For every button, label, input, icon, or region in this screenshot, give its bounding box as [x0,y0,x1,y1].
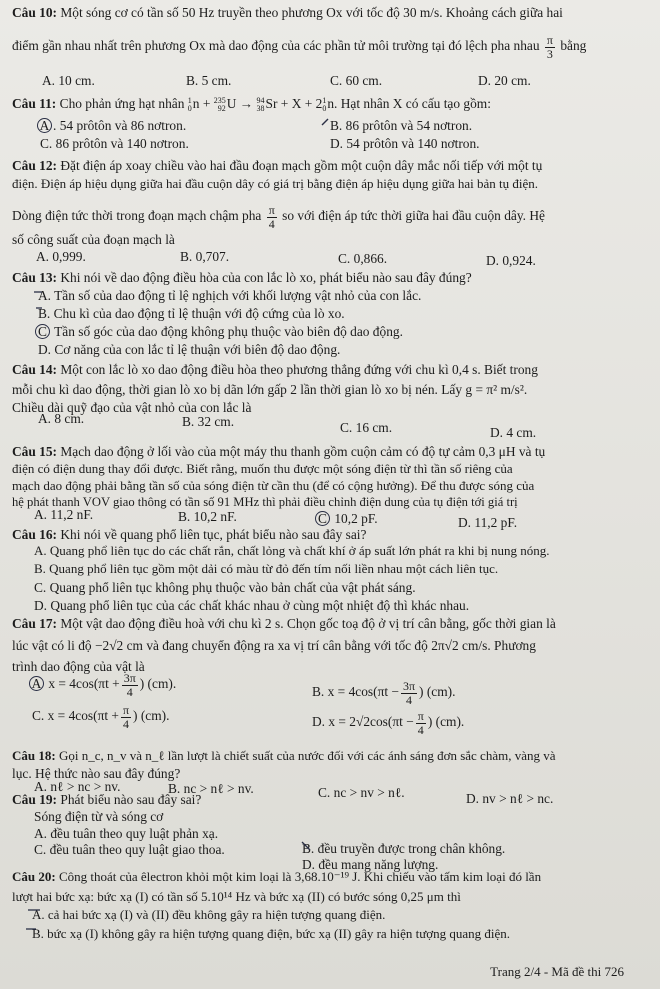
q16-option-c: C. Quang phổ liên tục không phụ thuộc vào bản chất của vật phát sáng. [34,580,416,595]
q10-text: Một sóng cơ có tần số 50 Hz truyền theo phương Ox với tốc độ 30 m/s. Khoảng cách giữa hai [60,5,563,20]
q17-option-b: B. x = 4cos(πt − $\frac{3\pi}{4}$ ) (cm). [312,679,456,707]
q18-option-c: C. nc > nv > nℓ. [318,785,405,800]
q15-line2: điện có điện dung thay đổi được. Biết rằng, muốn thu được một sóng điện từ thì tần số riêng của [12,461,513,476]
q15-option-b: B. 10,2 nF. [178,509,237,524]
q16-option-a: A. Quang phổ liên tục do các chất rắn, chất lỏng và chất khí ở áp suất lớn phát ra khi bị nung nóng. [34,543,550,558]
q17-head: Câu 17: [12,616,58,631]
q17-option-c: C. x = 4cos(πt + $\frac{\pi}{4}$ ) (cm). [32,703,170,731]
q15-option-c: C 10,2 pF. [318,510,378,527]
q10-option-c: C. 60 cm. [330,73,383,88]
q18-option-a: A. nℓ > nc > nv. [34,779,121,794]
q16-head: Câu 16: [12,527,58,542]
q14-option-c: C. 16 cm. [340,420,393,435]
q13-head: Câu 13: [12,270,58,285]
q13-option-a: A. Tần số của dao động tỉ lệ nghịch với khối lượng vật nhỏ của con lắc. [38,288,422,303]
q14-head: Câu 14: [12,362,58,377]
q10-fraction: $\frac{\pi}{3}$ [546,33,553,61]
q17-option-d: D. x = 2√2cos(πt − $\frac{\pi}{4}$ ) (cm). [312,709,465,737]
q16-option-b: B. Quang phổ liên tục gồm một dải có màu từ đỏ đến tím nối liền nhau một cách liên tục. [34,561,499,576]
nuclide-n: 1 0 [187,95,192,113]
answer-circle-mark: C [315,511,330,526]
q13-option-b: B. Chu kì của dao động tỉ lệ thuận với độ cứng của lò xo. [38,306,345,321]
answer-circle-mark: C [35,324,50,339]
q14-option-b: B. 32 cm. [182,414,235,429]
q15-head: Câu 15: [12,444,58,459]
q10-option-d: D. 20 cm. [478,73,531,88]
q14-option-d: D. 4 cm. [490,425,537,440]
q11-line1: Câu 11: Cho phản ứng hạt nhân 1 0 n + 235 92 U → 94 38 Sr + X + 2 1 0 n. Hạt nhân X có cấu tạo gồm: [12,95,491,113]
q20-head: Câu 20: [12,869,56,884]
q14-line3: Chiều dài quỹ đạo của vật nhỏ của con lắc là [12,400,252,415]
q17-line3: trình dao động của vật là [12,659,145,674]
q13-option-d: D. Cơ năng của con lắc tỉ lệ thuận với biên độ dao động. [38,342,341,357]
q20-option-b: B. bức xạ (I) không gây ra hiện tượng quang điện, bức xạ (II) gây ra hiện tượng quang điện. [32,926,511,941]
q18-head: Câu 18: [12,748,56,763]
q12-line2: điện. Điện áp hiệu dụng giữa hai đầu cuộn dây có giá trị bằng điện áp hiệu dụng giữa hai bản tụ điện. [12,176,539,191]
nuclide-n2: 1 0 [322,95,327,113]
q10-option-a: A. 10 cm. [42,73,95,88]
nuclide-sr: 94 38 [256,95,265,113]
q18-option-b: B. nc > nℓ > nv. [168,781,254,796]
q10-text2: điểm gần nhau nhất trên phương Ox mà dao động của các phần tử môi trường tại đó lệch pha nhau [12,38,540,54]
q14-line1: Câu 14: Một con lắc lò xo dao động điều hòa theo phương thẳng đứng với chu kì 0,4 s. Biết trong [12,362,538,377]
q14-line2: mỗi chu kì dao động, thời gian lò xo bị dãn lớn gấp 2 lần thời gian lò xo bị nén. Lấy g = π² m/s². [12,382,528,397]
q11-option-b: B. 86 prôtôn và 54 nơtron. [330,118,473,133]
q19-option-d: D. đều mang năng lượng. [302,857,439,872]
q13-line1: Câu 13: Khi nói về dao động điều hòa của con lắc lò xo, phát biểu nào sau đây đúng? [12,270,472,285]
q12-option-a: A. 0,999. [36,249,86,264]
q17-line1: Câu 17: Một vật dao động điều hoà với chu kì 2 s. Chọn gốc toạ độ ở vị trí cân bằng, gốc thời gian là [12,616,556,631]
q12-option-c: C. 0,866. [338,251,388,266]
q19-option-b: B. đều truyền được trong chân không. [302,841,506,856]
q17-option-a: A x = 4cos(πt + $\frac{3\pi}{4}$ ) (cm). [32,672,176,698]
q16-line1: Câu 16: Khi nói về quang phổ liên tục, phát biểu nào sau đây sai? [12,527,367,542]
q19-option-a: A. đều tuân theo quy luật phản xạ. [34,826,219,841]
answer-circle-mark: A [29,676,44,691]
q18-option-d: D. nv > nℓ > nc. [466,791,554,806]
q10-option-b: B. 5 cm. [186,73,232,88]
q11-option-d: D. 54 prôtôn và 140 nơtron. [330,136,480,151]
q19-option-c: C. đều tuân theo quy luật giao thoa. [34,842,225,857]
q20-line1: Câu 20: Công thoát của êlectron khỏi một kim loại là 3,68.10⁻¹⁹ J. Khi chiếu vào tấm kim loại đó lần [12,869,542,884]
q16-option-d: D. Quang phổ liên tục của các chất khác nhau ở cùng một nhiệt độ thì khác nhau. [34,598,470,613]
q11-option-c: C. 86 prôtôn và 140 nơtron. [40,136,189,151]
page-footer: Trang 2/4 - Mã đề thi 726 [490,964,624,979]
q15-line1: Câu 15: Mạch dao động ở lối vào của một máy thu thanh gồm cuộn cảm có độ tự cảm 0,3 μH và tụ [12,444,546,459]
q14-option-a: A. 8 cm. [38,411,85,426]
q15-option-a: A. 11,2 nF. [34,507,94,522]
q13-option-c: C Tần số góc của dao động không phụ thuộc vào biên độ dao động. [38,323,403,340]
q12-option-b: B. 0,707. [180,249,230,264]
nuclide-u: 235 92 [213,95,226,113]
q12-head: Câu 12: [12,158,58,173]
q18-line2: lục. Hệ thức nào sau đây đúng? [12,766,181,781]
q12-line3: Dòng điện tức thời trong đoạn mạch chậm pha $\frac{\pi}{4}$ so với điện áp tức thời giữa hai đầu cuộn dây. Hệ [12,203,545,231]
q19-line1: Câu 19: Phát biểu nào sau đây sai? [12,792,202,807]
q11-text: Cho phản ứng hạt nhân [59,96,185,111]
q11-option-a: A . 54 prôtôn và 86 nơtron. [40,117,186,134]
q12-option-d: D. 0,924. [486,253,536,268]
q12-fraction: $\frac{\pi}{4}$ [268,203,275,231]
q15-line4: hệ phát thanh VOV giao thông có tần số 91 MHz thì phải điều chỉnh điện dung của tụ điện tới giá trị [12,495,518,509]
q19-head: Câu 19: [12,792,58,807]
q20-line2: lượt hai bức xạ: bức xạ (I) có tần số 5.10¹⁴ Hz và bức xạ (II) có bước sóng 0,25 μm thì [12,889,461,904]
q10-text3: bằng [560,38,587,54]
q12-line4: số công suất của đoạn mạch là [12,232,175,247]
q11-head: Câu 11: [12,96,57,111]
q15-line3: mạch dao động phải bằng tần số của sóng điện từ cần thu (để có cộng hưởng). Để thu được sóng của [12,478,535,493]
answer-circle-mark: A [37,118,52,133]
q20-option-a: A. cả hai bức xạ (I) và (II) đều không gây ra hiện tượng quang điện. [32,907,386,922]
q17-line2: lúc vật có li độ −2√2 cm và đang chuyển động ra xa vị trí cân bằng với tốc độ 2π√2 cm/s. Phương [12,638,536,653]
q18-line1: Câu 18: Gọi n_c, n_v và n_ℓ lần lượt là chiết suất của nước đối với các ánh sáng đơn sắc chàm, vàng và [12,748,556,763]
q10-head: Câu 10: [12,5,58,20]
q12-line1: Câu 12: Đặt điện áp xoay chiều vào hai đầu đoạn mạch gồm một cuộn dây mắc nối tiếp với một tụ [12,158,543,173]
q15-option-d: D. 11,2 pF. [458,515,518,530]
q19-line2: Sóng điện từ và sóng cơ [34,809,164,824]
